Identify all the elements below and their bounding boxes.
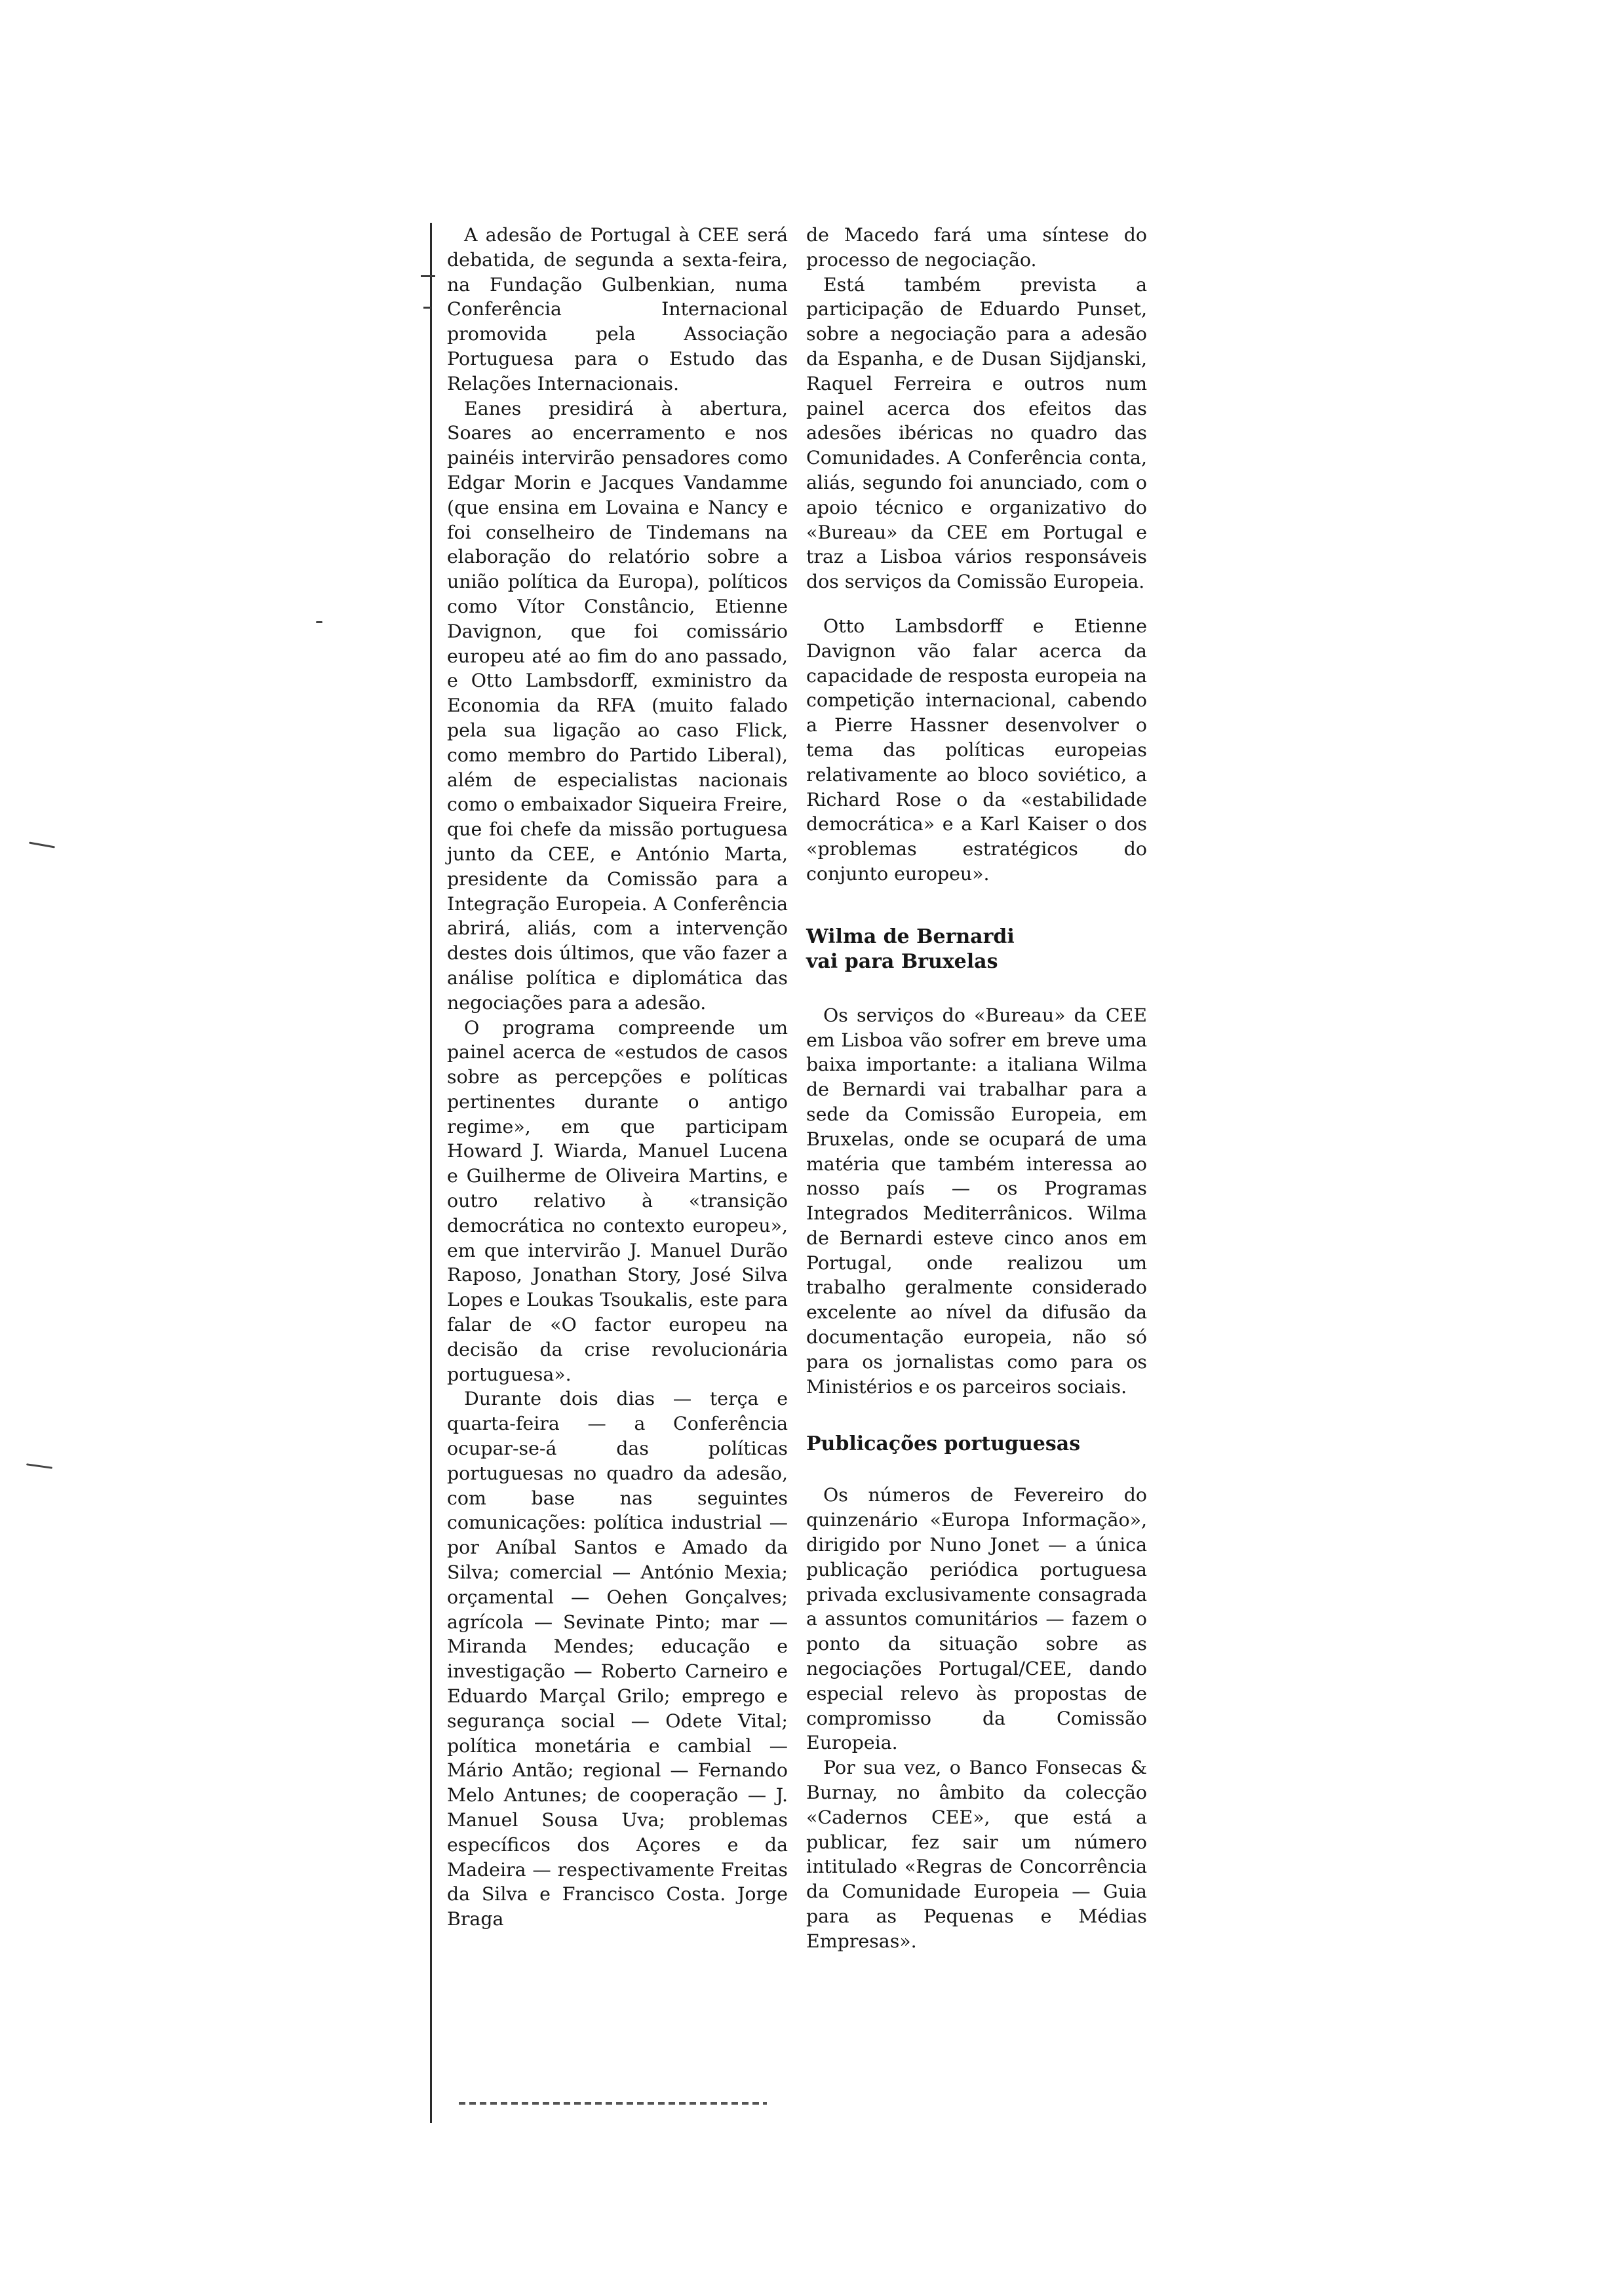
- article-paragraph: A adesão de Portugal à CEE será debatida, de segunda a sexta-feira, na Fundação Gulbenkian, numa Conferência Internacional promovida pela Associação Portuguesa para o Estudo das Relações Internacionais.: [447, 224, 788, 394]
- article-paragraph: Durante dois dias — terça e quarta-feira — a Conferência ocupar-se-á das políticas portuguesas no quadro da adesão, com base nas seguintes comunicações: política industrial — por Aníbal Santos e Amado da Silva; comercial — António Mexia; orçamental — Oehen Gonçalves; agrícola — Sevinate Pinto; mar — Miranda Mendes; educação e investigação — Roberto Carneiro e Eduardo Marçal Grilo; emprego e segurança social — Odete Vital; política monetária e cambial — Mário Antão; regional — Fernando Melo Antunes; de cooperação — J. Manuel Sousa Uva; problemas específicos dos Açores e da Madeira — respectivamente Freitas da Silva e Francisco Costa. Jorge Braga: [447, 1388, 788, 1930]
- section-heading-publicacoes: Publicações portuguesas: [806, 1432, 1081, 1456]
- article-paragraph: de Macedo fará uma síntese do processo de negociação.: [806, 224, 1147, 271]
- section-heading-line: Wilma de Bernardi: [806, 925, 1015, 948]
- article-paragraph: Otto Lambsdorff e Etienne Davignon vão falar acerca da capacidade de resposta europeia na competição internacional, cabendo a Pierre Hassner desenvolver o tema das políticas europeias relativamente ao bloco soviético, a Richard Rose o da «estabilidade democrática» e a Karl Kaiser o dos «problemas estratégicos do conjunto europeu».: [806, 615, 1147, 885]
- article-left-column: [447, 223, 788, 1932]
- article-paragraph: O programa compreende um painel acerca de «estudos de casos sobre as percepções e políticas pertinentes durante o antigo regime», em que participam Howard J. Wiarda, Manuel Lucena e Guilherme de Oliveira Martins, e outro relativo à «transição democrática no contexto europeu», em que intervirão J. Manuel Durão Raposo, Jonathan Story, José Silva Lopes e Loukas Tsoukalis, este para falar de «O factor europeu na decisão da crise revolucionária portuguesa».: [447, 1016, 788, 1385]
- section-heading-wilma: [806, 925, 1147, 974]
- margin-mark: [26, 1463, 52, 1469]
- margin-mark: [316, 621, 322, 623]
- article-paragraph: Eanes presidirá à abertura, Soares ao encerramento e nos painéis intervirão pensadores como Edgar Morin e Jacques Vandamme (que ensina em Lovaina e Nancy e foi conselheiro de Tindemans na elaboração do relatório sobre a união política da Europa), políticos como Vítor Constâncio, Etienne Davignon, que foi comissário europeu até ao fim do ano passado, e Otto Lambsdorff, exministro da Economia da RFA (muito falado pela sua ligação ao caso Flick, como membro do Partido Liberal), além de especialistas nacionais como o embaixador Siqueira Freire, que foi chefe da missão portuguesa junto da CEE, e António Marta, presidente da Comissão para a Integração Europeia. A Conferência abrirá, aliás, com a intervenção destes dois últimos, que vão fazer a análise política e diplomática das negociações para a adesão.: [447, 397, 788, 1014]
- scan-tick-mark: [421, 275, 435, 277]
- article-paragraph: Por sua vez, o Banco Fonsecas & Burnay, no âmbito da colecção «Cadernos CEE», que está a publicar, fez sair um número intitulado «Regras de Concorrência da Comunidade Europeia — Guia para as Pequenas e Médias Empresas».: [806, 1757, 1147, 1952]
- scan-artifact: [459, 2102, 767, 2105]
- column-rule: [430, 223, 432, 2123]
- section-heading-line: vai para Bruxelas: [806, 949, 998, 973]
- newspaper-clipping: [419, 223, 1154, 2162]
- article-paragraph: Os números de Fevereiro do quinzenário «Europa Informação», dirigido por Nuno Jonet — a única publicação periódica portuguesa privada exclusivamente consagrada a assuntos comunitários — fazem o ponto da situação sobre as negociações Portugal/CEE, dando especial relevo às propostas de compromisso da Comissão Europeia.: [806, 1484, 1147, 1754]
- margin-mark: [29, 842, 55, 849]
- article-paragraph: Está também prevista a participação de Eduardo Punset, sobre a negociação para a adesão da Espanha, e de Dusan Sijdjanski, Raquel Ferreira e outros num painel acerca dos efeitos das adesões ibéricas no quadro das Comunidades. A Conferência conta, aliás, segundo foi anunciado, com o apoio técnico e organizativo do «Bureau» da CEE em Portugal e traz a Lisboa vários responsáveis dos serviços da Comissão Europeia.: [806, 273, 1147, 593]
- article-right-column: [806, 223, 1147, 1954]
- article-paragraph: Os serviços do «Bureau» da CEE em Lisboa vão sofrer em breve uma baixa importante: a italiana Wilma de Bernardi vai trabalhar para a sede da Comissão Europeia, em Bruxelas, onde se ocupará de uma matéria que também interessa ao nosso país — os Programas Integrados Mediterrânicos. Wilma de Bernardi esteve cinco anos em Portugal, onde realizou um trabalho geralmente considerado excelente ao nível da difusão da documentação europeia, não só para os jornalistas como para os Ministérios e os parceiros sociais.: [806, 1004, 1147, 1398]
- scan-tick-mark: [423, 307, 431, 309]
